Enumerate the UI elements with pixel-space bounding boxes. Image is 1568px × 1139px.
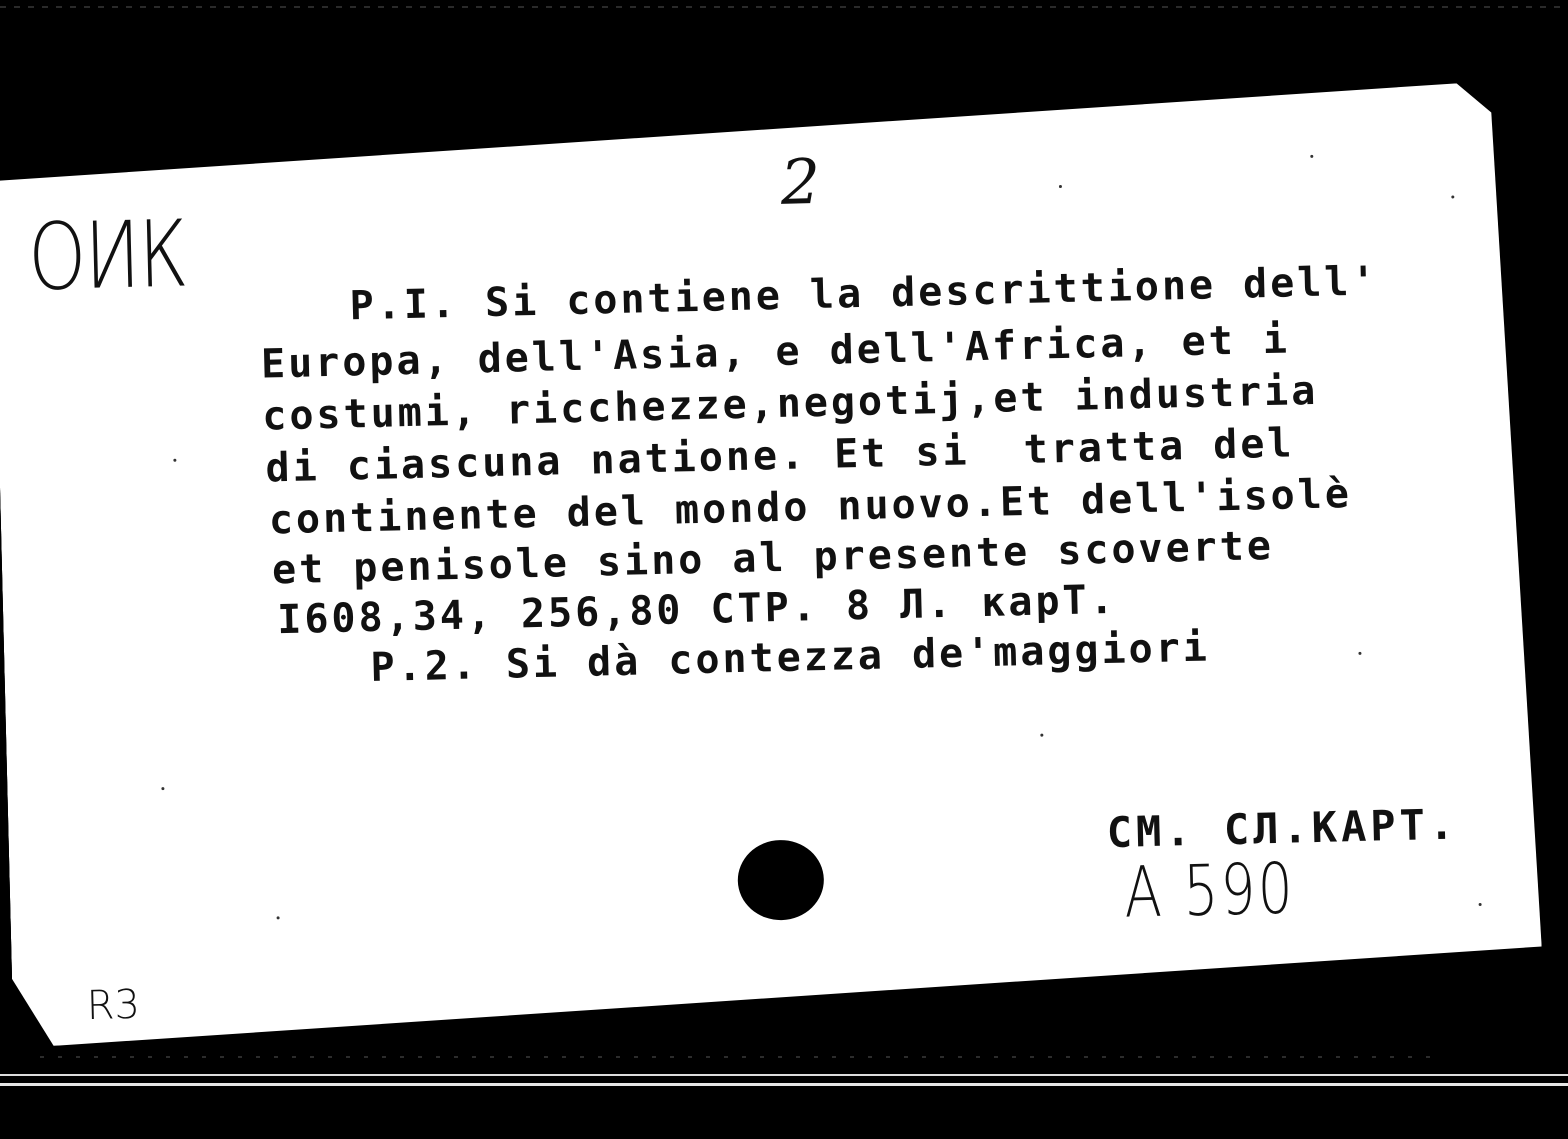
corner-mark: R3: [86, 981, 141, 1030]
speck: [1479, 903, 1482, 906]
typed-line: et penisole sino al presente scoverte: [271, 522, 1275, 594]
scan-bottom-edge: [0, 1074, 1568, 1086]
typed-line: P.I. Si contiene la descrittione dell': [349, 258, 1380, 330]
handwritten-code: ОИК: [27, 200, 188, 312]
typed-line: continente del mondo nuovo.Et dell'isolè: [268, 471, 1353, 544]
card-number: 2: [779, 144, 822, 219]
speck: [1059, 185, 1062, 188]
typed-line: costumi, ricchezze,negotij,et industria: [261, 367, 1319, 440]
speck: [173, 459, 176, 462]
shelf-mark: A 590: [1123, 847, 1296, 934]
speck: [1451, 195, 1454, 198]
typed-line: P.2. Si dà contezza de'maggiori: [369, 624, 1211, 692]
speck: [161, 787, 164, 790]
scan-noise: [40, 1056, 1440, 1058]
speck: [1358, 652, 1361, 655]
speck: [1310, 155, 1313, 158]
typed-line: Europa, dell'Asia, e dell'Africa, et i: [260, 316, 1291, 388]
speck: [277, 916, 280, 919]
speck: [1040, 734, 1043, 737]
typed-line: I608,34, 256,80 СТР. 8 Л. карТ.: [276, 576, 1118, 644]
typed-line: di ciascuna natione. Et si tratta del: [265, 420, 1295, 492]
cross-reference: СМ. СЛ.КАРТ.: [1106, 799, 1459, 858]
